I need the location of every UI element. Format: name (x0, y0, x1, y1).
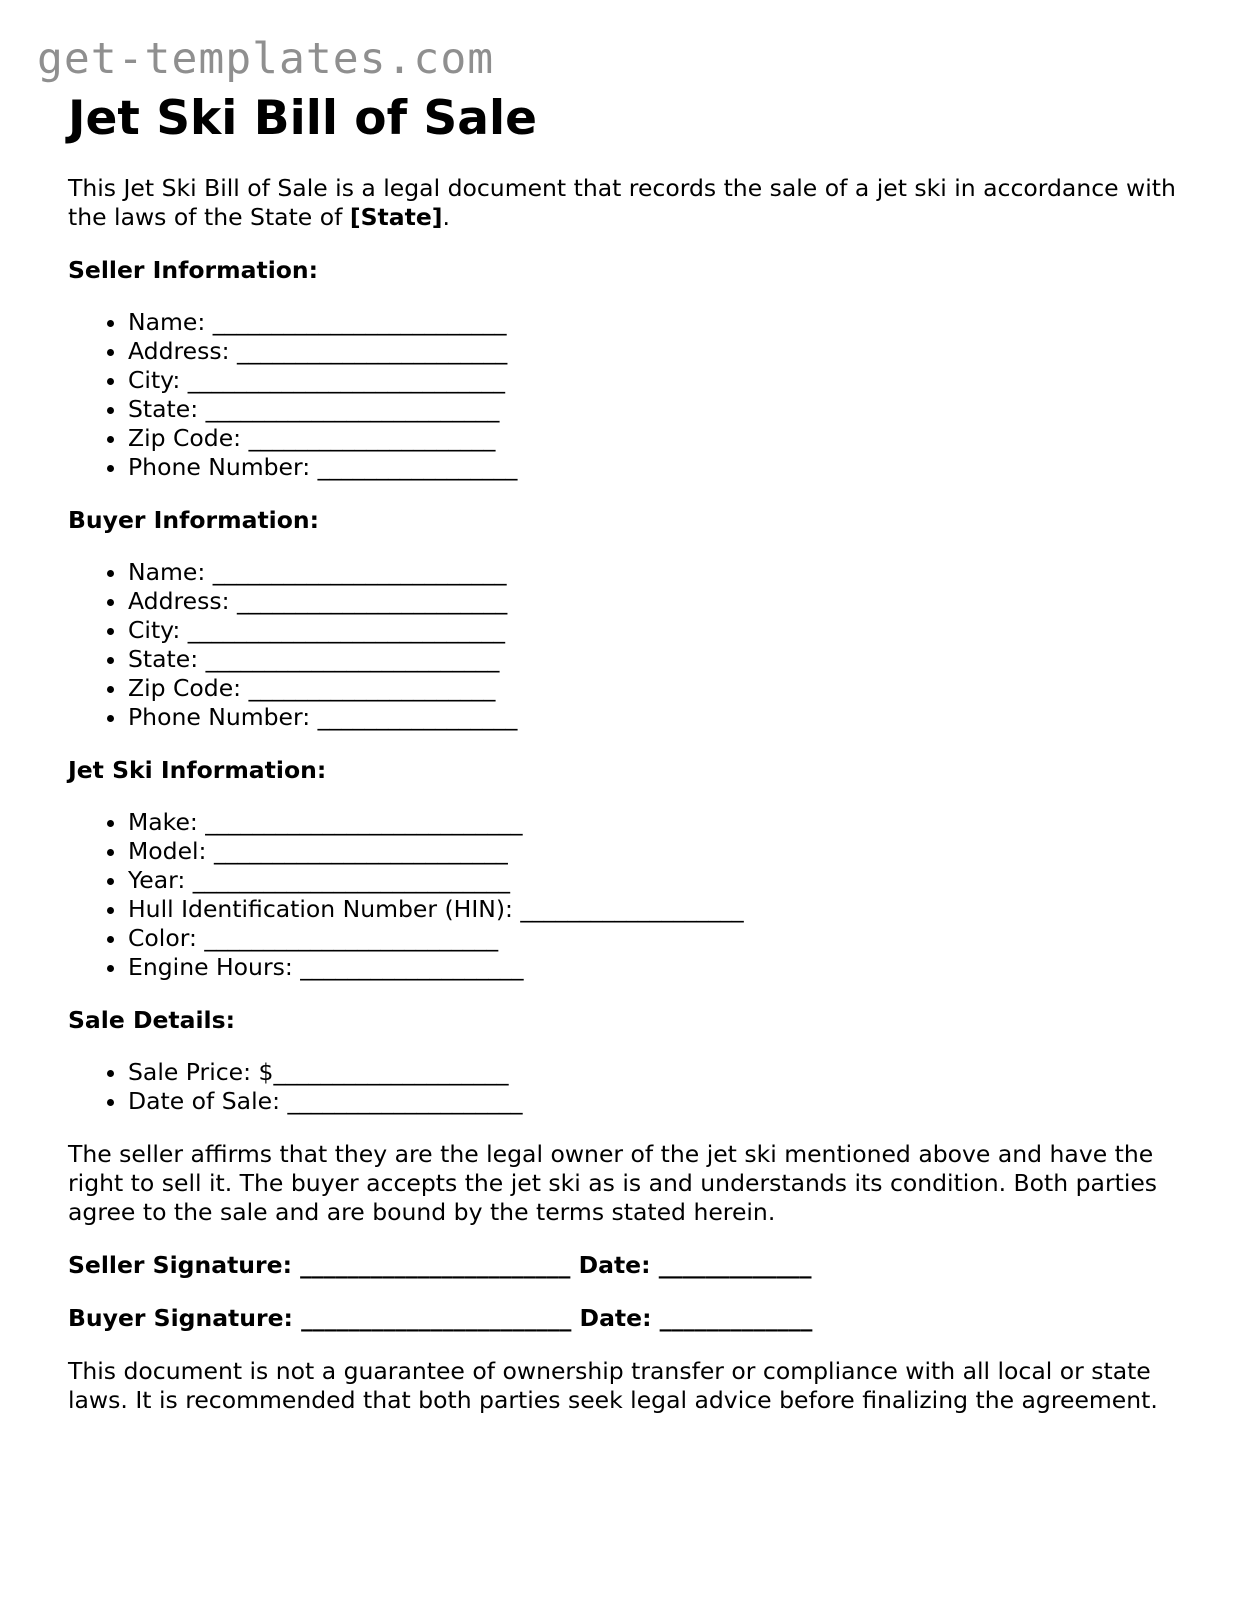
intro-paragraph (68, 174, 1198, 232)
seller-list (68, 308, 1198, 482)
seller-phone-field[interactable]: • Phone Number: _________________ (128, 453, 1198, 482)
sale-heading: Sale Details: (68, 1006, 235, 1034)
buyer-state-field[interactable]: • State: _________________________ (128, 645, 1198, 674)
intro-end: . (442, 203, 451, 231)
seller-heading: Seller Information: (68, 256, 319, 284)
buyer-name-field[interactable]: • Name: _________________________ (128, 558, 1198, 587)
watermark-logo: get-templates.com (37, 34, 495, 84)
buyer-heading: Buyer Information: (68, 506, 320, 534)
seller-address-field[interactable]: • Address: _______________________ (128, 337, 1198, 366)
jetski-year-field[interactable]: • Year: ___________________________ (128, 866, 1198, 895)
sale-list (68, 1058, 1198, 1116)
jetski-color-field[interactable]: • Color: _________________________ (128, 924, 1198, 953)
seller-city-field[interactable]: • City: ___________________________ (128, 366, 1198, 395)
disclaimer-paragraph: This document is not a guarantee of ownership transfer or compliance with all local or state laws. It is recommended that both parties seek legal advice before finalizing the agreement. (68, 1357, 1158, 1414)
document-page (68, 88, 1198, 1415)
sale-price-field[interactable]: • Sale Price: $____________________ (128, 1058, 1198, 1087)
jetski-hin-field[interactable]: • Hull Identification Number (HIN): ___________________ (128, 895, 1198, 924)
affirmation-paragraph: The seller affirms that they are the legal owner of the jet ski mentioned above and have the right to sell it. The buyer accepts the jet ski as is and understands its condition. Both parties agree to the sale and are bound by the terms stated herein. (68, 1140, 1158, 1226)
seller-state-field[interactable]: • State: _________________________ (128, 395, 1198, 424)
buyer-phone-field[interactable]: • Phone Number: _________________ (128, 703, 1198, 732)
seller-signature-line[interactable]: Seller Signature: _______________________ Date: _____________ (68, 1251, 812, 1279)
intro-text: This Jet Ski Bill of Sale is a legal document that records the sale of a jet ski in accordance with the laws of the State of (68, 174, 1176, 231)
buyer-signature-line[interactable]: Buyer Signature: _______________________ Date: _____________ (68, 1304, 813, 1332)
page-title: Jet Ski Bill of Sale (68, 91, 537, 146)
buyer-city-field[interactable]: • City: ___________________________ (128, 616, 1198, 645)
seller-zip-field[interactable]: • Zip Code: _____________________ (128, 424, 1198, 453)
buyer-list (68, 558, 1198, 732)
jetski-make-field[interactable]: • Make: ___________________________ (128, 808, 1198, 837)
state-placeholder: [State] (349, 203, 443, 231)
buyer-address-field[interactable]: • Address: _______________________ (128, 587, 1198, 616)
jetski-heading: Jet Ski Information: (68, 756, 327, 784)
jetski-model-field[interactable]: • Model: _________________________ (128, 837, 1198, 866)
buyer-zip-field[interactable]: • Zip Code: _____________________ (128, 674, 1198, 703)
jetski-list (68, 808, 1198, 982)
sale-date-field[interactable]: • Date of Sale: ____________________ (128, 1087, 1198, 1116)
seller-name-field[interactable]: • Name: _________________________ (128, 308, 1198, 337)
jetski-engine-hours-field[interactable]: • Engine Hours: ___________________ (128, 953, 1198, 982)
